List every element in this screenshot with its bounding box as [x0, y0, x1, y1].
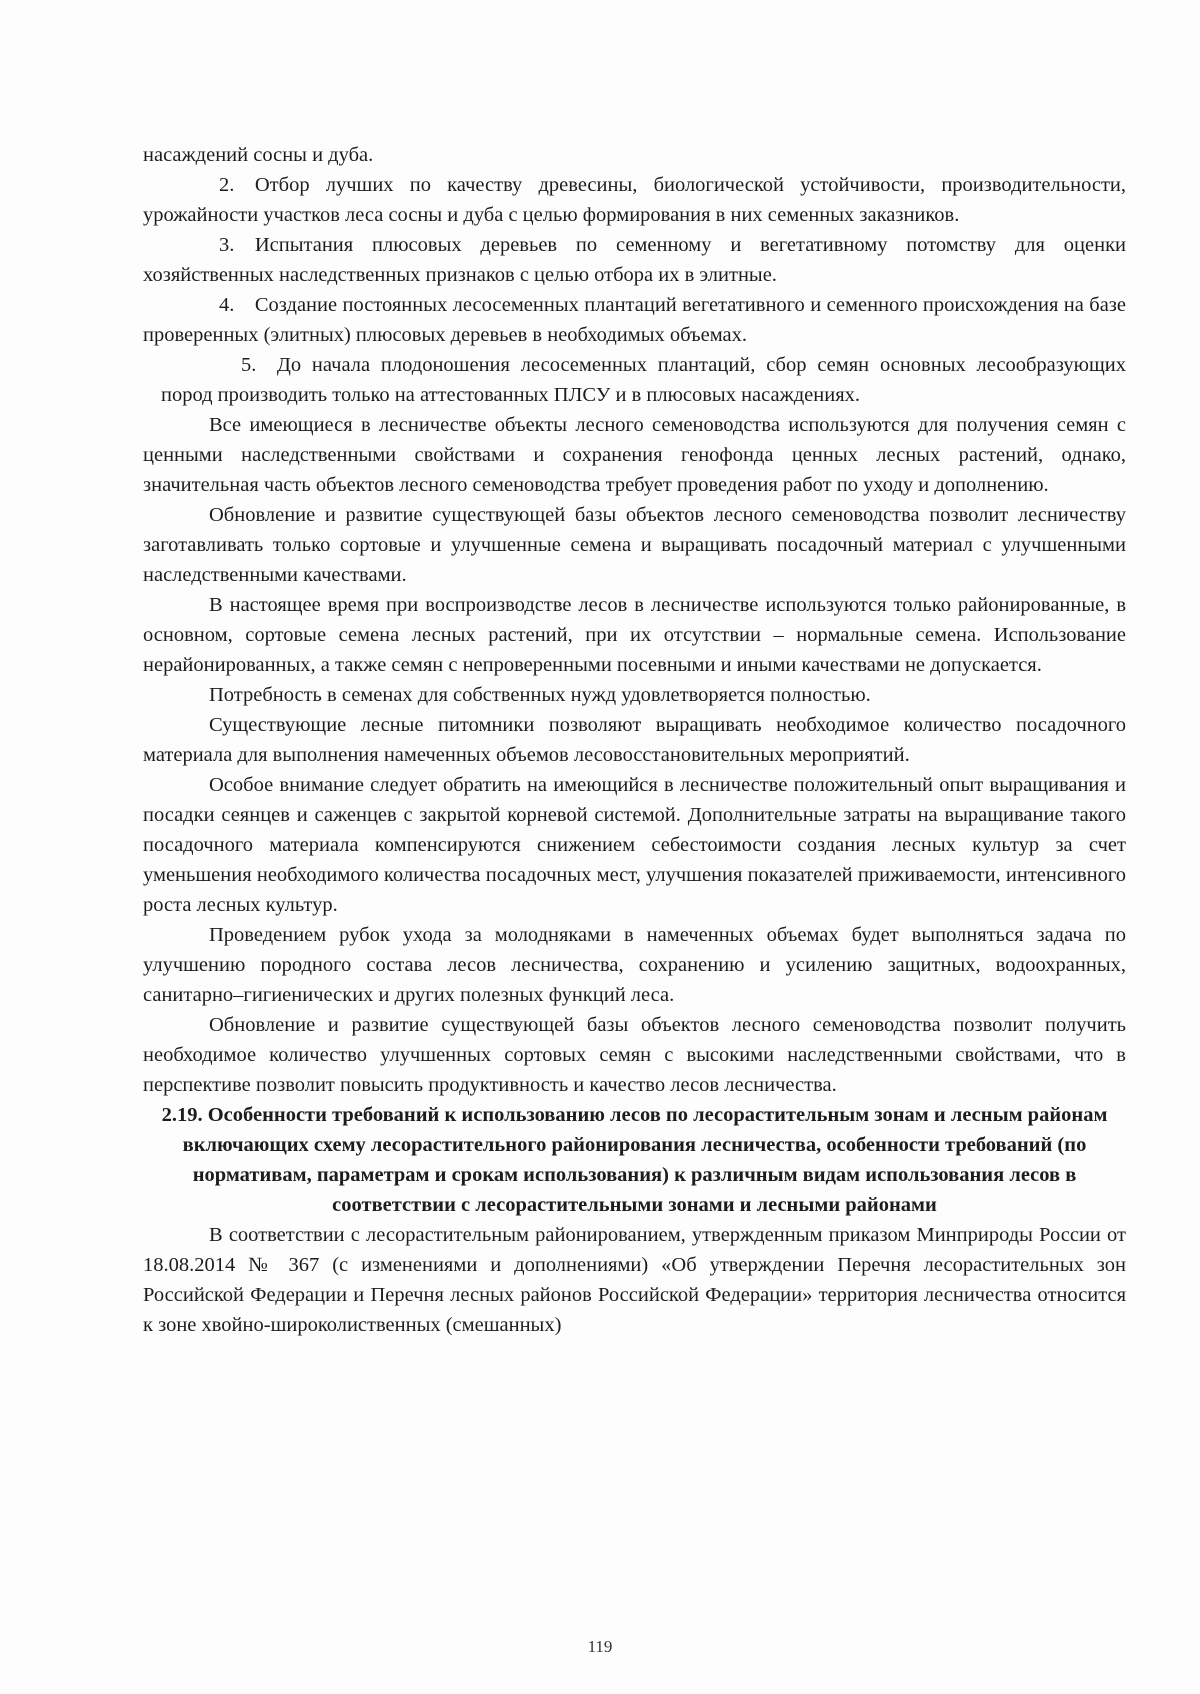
paragraph-zoning: В соответствии с лесорастительным районированием, утвержденным приказом Минприроды России от 18.08.2014 № 367 (с изменениями и дополнениями) «Об утверждении Перечня лесорастительных зон Российской Федерации и Перечня лесных районов Российской Федерации» территория лесничества относится к зоне хвойно-широколиственных (смешанных) [143, 1224, 1126, 1336]
paragraph-continuation: насаждений сосны и дуба. [143, 144, 374, 166]
list-item-2: 2. Отбор лучших по качеству древесины, биологической устойчивости, производительности, урожайности участков леса сосны и дуба с целью формирования в них семенных заказников. [143, 174, 1126, 226]
page-number: 119 [587, 1637, 613, 1656]
list-item-3: 3. Испытания плюсовых деревьев по семенному и вегетативному потомству для оценки хозяйственных наследственных признаков с целью отбора их в элитные. [143, 234, 1126, 286]
paragraph-seed-demand: Потребность в семенах для собственных нужд удовлетворяется полностью. [209, 684, 871, 706]
document-body [143, 140, 1126, 1340]
paragraph-nurseries: Существующие лесные питомники позволяют выращивать необходимое количество посадочного материала для выполнения намеченных объемов лесовосстановительных мероприятий. [143, 714, 1126, 766]
paragraph-seed-objects: Все имеющиеся в лесничестве объекты лесного семеноводства используются для получения семян с ценными наследственными свойствами и сохранения генофонда ценных лесных растений, однако, значительная часть объектов лесного семеноводства требует проведения работ по уходу и дополнению. [143, 414, 1126, 496]
section-heading: 2.19. Особенности требований к использованию лесов по лесорастительным зонам и лесным районам включающих схему лесорастительного районирования лесничества, особенности требований (по нормативам, параметрам и срокам использования) к различным видам использования лесов в соответствии с лесорастительными зонами и лесными районами [161, 1104, 1108, 1216]
paragraph-thinning: Проведением рубок ухода за молодняками в намеченных объемах будет выполняться задача по улучшению породного состава лесов лесничества, сохранению и усилению защитных, водоохранных, санитарно–гигиенических и других полезных функций леса. [143, 924, 1126, 1006]
paragraph-base-renewal: Обновление и развитие существующей базы объектов лесного семеноводства позволит лесничеству заготавливать только сортовые и улучшенные семена и выращивать посадочный материал с улучшенными наследственными качествами. [143, 504, 1126, 586]
paragraph-closed-root: Особое внимание следует обратить на имеющийся в лесничестве положительный опыт выращивания и посадки сеянцев и саженцев с закрытой корневой системой. Дополнительные затраты на выращивание такого посадочного материала компенсируются снижением себестоимости создания лесных культур за счет уменьшения необходимого количества посадочных мест, улучшения показателей приживаемости, интенсивного роста лесных культур. [143, 774, 1126, 916]
paragraph-base-renewal-2: Обновление и развитие существующей базы объектов лесного семеноводства позволит получить необходимое количество улучшенных сортовых семян с высокими наследственными свойствами, что в перспективе позволит повысить продуктивность и качество лесов лесничества. [143, 1014, 1126, 1096]
list-item-5: 5. До начала плодоношения лесосеменных плантаций, сбор семян основных лесообразующих пород производить только на аттестованных ПЛСУ и в плюсовых насаждениях. [161, 354, 1126, 406]
list-item-4: 4. Создание постоянных лесосеменных плантаций вегетативного и семенного происхождения на базе проверенных (элитных) плюсовых деревьев в необходимых объемах. [143, 294, 1126, 346]
paragraph-reproduction: В настоящее время при воспроизводстве лесов в лесничестве используются только районированные, в основном, сортовые семена лесных растений, при их отсутствии – нормальные семена. Использование нерайонированных, а также семян с непроверенными посевными и иными качествами не допускается. [143, 594, 1126, 676]
